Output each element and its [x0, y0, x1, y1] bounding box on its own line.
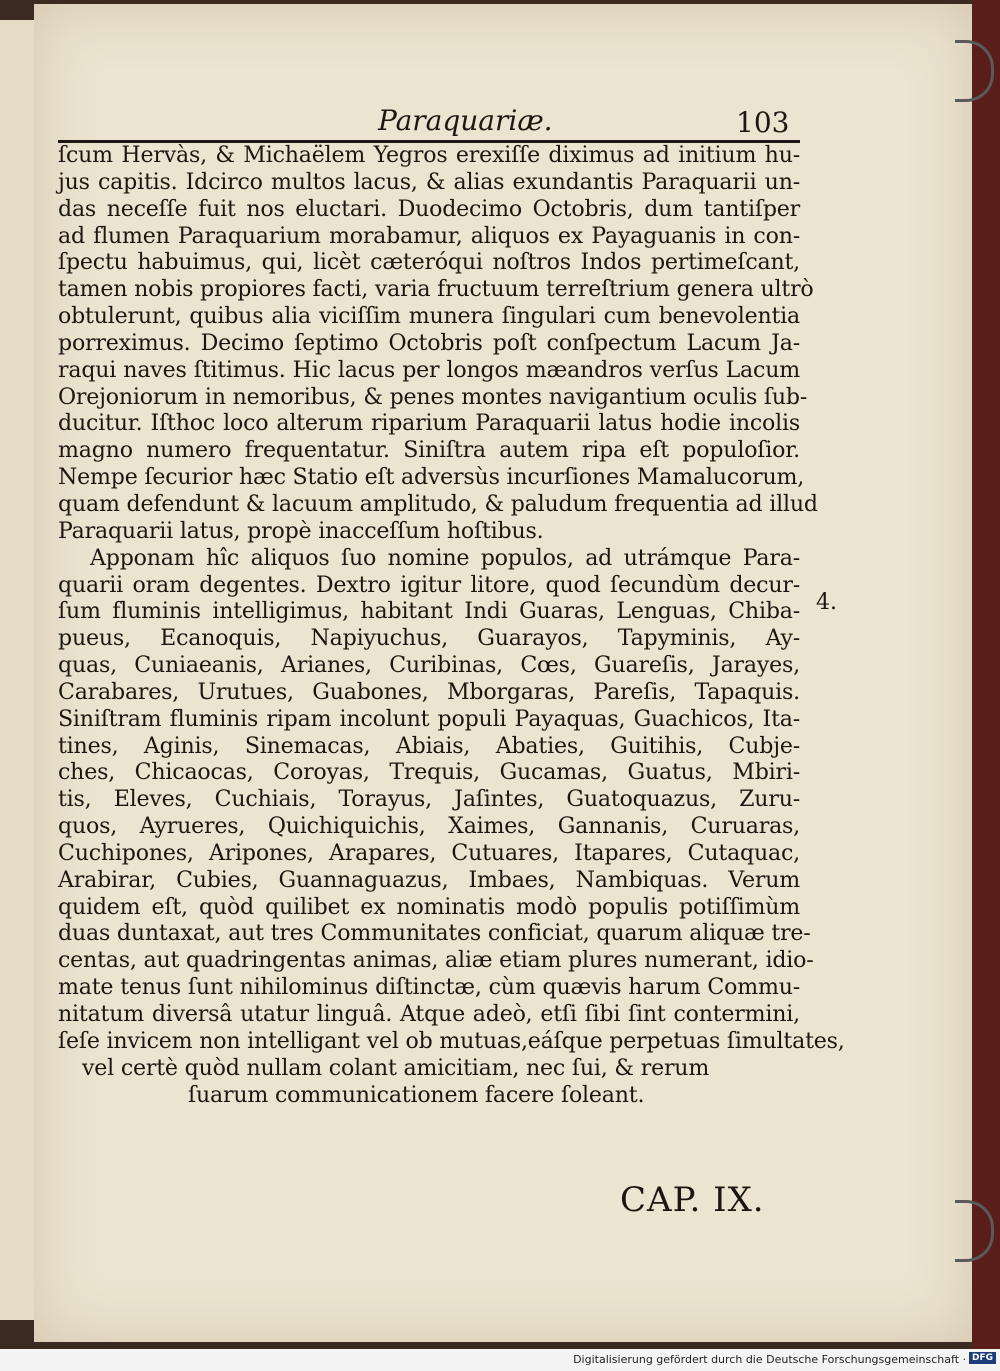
text-line: duas duntaxat, aut tres Communitates conficiat, quarum aliquæ tre-	[58, 920, 811, 947]
text-line: ducitur. Iſthoc loco alterum riparium Paraquarii latus hodie incolis	[58, 410, 800, 437]
running-title: Paraquariæ.	[378, 104, 553, 137]
page-header	[60, 104, 800, 139]
dfg-logo-icon: DFG	[969, 1352, 996, 1364]
text-line: Nempe ſecurior hæc Statio eſt adversùs incurſiones Mamalucorum,	[58, 464, 805, 491]
footer-bar	[0, 1349, 1000, 1371]
text-line: quarii oram degentes. Dextro igitur litore, quod ſecundùm decur-	[58, 571, 800, 598]
text-line: ad flumen Paraquarium morabamur, aliquos ex Payaguanis in con-	[58, 222, 800, 249]
text-line: das neceſſe fuit nos eluctari. Duodecimo Octobris, dum tantiſper	[58, 195, 800, 222]
text-line: Arabirar, Cubies, Guannaguazus, Imbaes, Nambiquas. Verum	[58, 866, 800, 893]
text-line: ches, Chicaocas, Coroyas, Trequis, Gucamas, Guatus, Mbiri-	[58, 759, 800, 786]
text-line: pueus, Ecanoquis, Napiyuchus, Guarayos, Tapyminis, Ay-	[58, 625, 800, 652]
text-line: tis, Eleves, Cuchiais, Torayus, Jaſintes, Guatoquazus, Zuru-	[58, 786, 800, 813]
marginal-number: 4.	[816, 590, 837, 615]
text-line: Apponam hîc aliquos ſuo nomine populos, ad utrámque Para-	[90, 544, 800, 571]
text-line: magno numero frequentatur. Siniſtra autem ripa eſt populoſior.	[58, 437, 800, 464]
text-line: ſuarum communicationem facere ſoleant.	[188, 1081, 645, 1108]
footer-credit: Digitalisierung gefördert durch die Deutsche Forschungsgemeinschaft ·	[573, 1353, 966, 1366]
text-line: nitatum diversâ utatur linguâ. Atque adeò, etſi ſibi ſint contermini,	[58, 1001, 800, 1027]
text-line: vel certè quòd nullam colant amicitiam, nec ſui, & rerum	[82, 1054, 710, 1081]
text-line: ſpectu habuimus, qui, licèt cæteróqui noſtros Indos pertimeſcant,	[58, 249, 800, 276]
text-line: quam defendunt & lacuum amplitudo, & paludum frequentia ad illud	[58, 490, 818, 517]
book-cover-edge	[972, 0, 1000, 1371]
text-line: porreximus. Decimo ſeptimo Octobris poſt conſpectum Lacum Ja-	[58, 329, 800, 356]
page-number: 103	[736, 106, 790, 139]
body-text	[58, 142, 845, 1108]
text-line: centas, aut quadringentas animas, aliæ etiam plures numerant, idio-	[58, 947, 814, 974]
text-line: mate tenus ſunt nihilominus diſtinctæ, cùm quævis harum Commu-	[58, 974, 800, 1001]
text-line: Orejoniorum in nemoribus, & penes montes navigantium oculis ſub-	[58, 383, 808, 410]
text-line: obtulerunt, quibus alia viciſſim munera ſingulari cum benevolentia	[58, 303, 800, 330]
text-line: Cuchipones, Aripones, Arapares, Cutuares, Itapares, Cutaquac,	[58, 839, 800, 866]
text-line: quas, Cuniaeanis, Arianes, Curibinas, Cœs, Guareſis, Jarayes,	[58, 652, 800, 679]
text-line: Paraquarii latus, propè inacceſſum hoſtibus.	[58, 517, 544, 544]
text-line: Siniſtram fluminis ripam incolunt populi Payaquas, Guachicos, Ita-	[58, 705, 800, 732]
text-line: quidem eſt, quòd quilibet ex nominatis modò populis potiſſimùm	[58, 893, 800, 920]
text-line: raqui naves ſtitimus. Hic lacus per longos mæandros verſus Lacum	[58, 356, 800, 383]
catchword: CAP. IX.	[620, 1180, 765, 1220]
text-line: ſum fluminis intelligimus, habitant Indi Guaras, Lenguas, Chiba-	[58, 598, 800, 625]
text-line: ſcum Hervàs, & Michaëlem Yegros erexiſſe diximus ad initium hu-	[58, 142, 800, 168]
text-line: jus capitis. Idcirco multos lacus, & alias exundantis Paraquarii un-	[58, 168, 800, 195]
text-line: tines, Aginis, Sinemacas, Abiais, Abaties, Guitihis, Cubje-	[58, 732, 800, 759]
text-line: quos, Ayrueres, Quichiquichis, Xaimes, Gannanis, Curuaras,	[58, 813, 800, 840]
text-line: Carabares, Urutues, Guabones, Mborgaras, Pareſis, Tapaquis.	[58, 678, 800, 705]
text-line: tamen nobis propiores facti, varia fructuum terreſtrium genera ultrò	[58, 276, 814, 303]
text-line: ſeſe invicem non intelligant vel ob mutuas,eáſque perpetuas ſimultates,	[58, 1027, 845, 1054]
